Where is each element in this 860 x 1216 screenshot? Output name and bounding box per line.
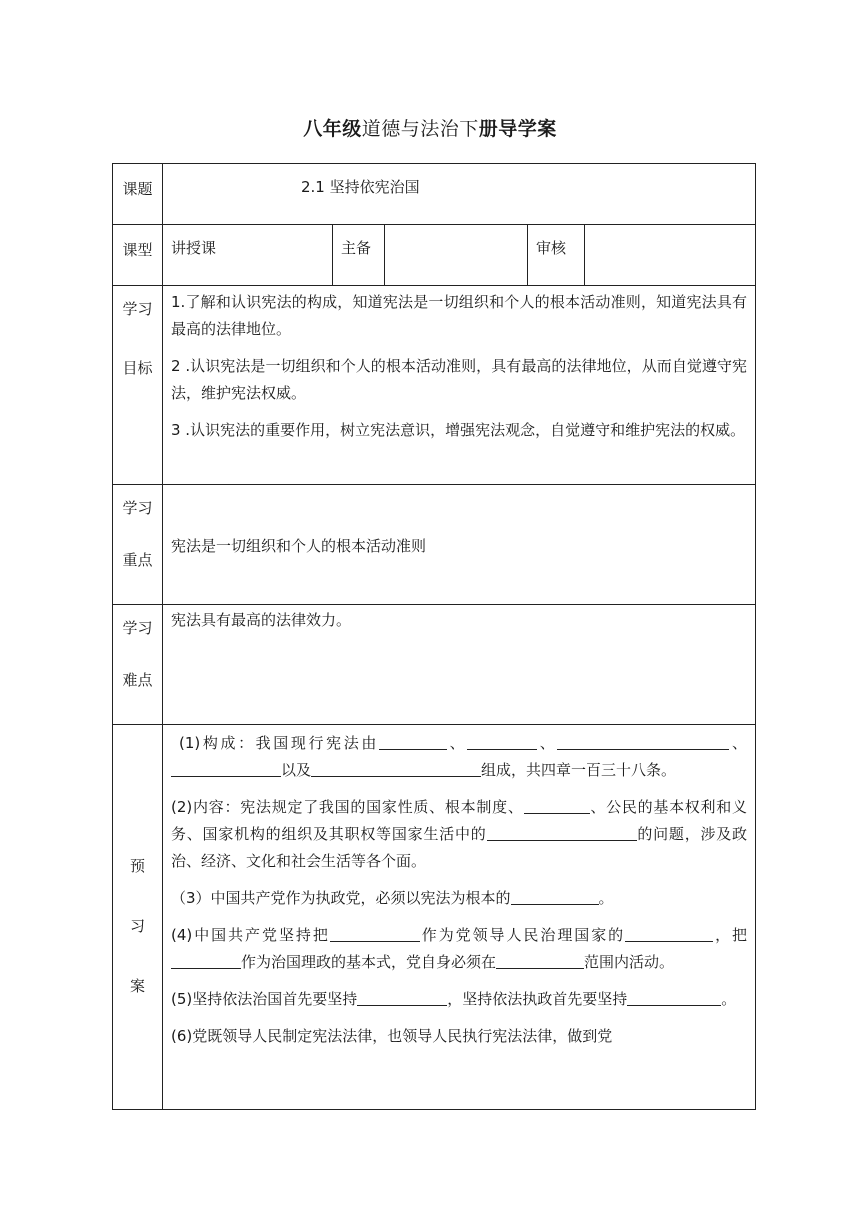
- objectives-label-cell: [113, 286, 163, 485]
- q2-text: 、公民的基本权利和义务、国家机构的组织及其职权等国家生活中的: [171, 798, 748, 843]
- difficulties-text: 宪法具有最高的法律效力。: [171, 611, 352, 629]
- q4-text: ，把: [713, 926, 748, 944]
- preview-question-5: [171, 986, 747, 1013]
- key-points-row: [113, 485, 756, 605]
- difficulties-label-cell: [113, 605, 163, 725]
- key-points-label-1: 学习: [122, 499, 153, 517]
- q1-text: (1)构成：我国现行宪法由: [179, 734, 379, 752]
- review-label: 审核: [536, 239, 567, 257]
- review-label-cell: [528, 225, 585, 286]
- objective-item: 3 .认识宪法的重要作用，树立宪法意识，增强宪法观念，自觉遵守和维护宪法的权威。: [171, 421, 746, 439]
- title-part-3: 册导学案: [478, 118, 557, 140]
- topic-value-cell: [163, 164, 756, 225]
- type-row: [113, 225, 756, 286]
- title-part-1: 八年级: [303, 118, 362, 140]
- fill-blank[interactable]: [557, 733, 729, 750]
- lead-label-cell: [333, 225, 385, 286]
- q1-text: 组成，共四章一百三十八条。: [481, 761, 677, 779]
- q1-sep: 、: [729, 734, 748, 752]
- fill-blank[interactable]: [357, 989, 447, 1006]
- fill-blank[interactable]: [627, 989, 721, 1006]
- review-value: [585, 225, 755, 237]
- preview-row: [113, 725, 756, 1110]
- lesson-plan-table: [112, 163, 756, 1110]
- fill-blank[interactable]: [171, 760, 281, 777]
- q5-text: 。: [721, 990, 737, 1008]
- type-value-cell: [163, 225, 333, 286]
- key-points-label-cell: [113, 485, 163, 605]
- preview-question-3: [171, 885, 747, 912]
- q4-text: (4)中国共产党坚持把: [171, 926, 330, 944]
- difficulties-content-cell: [163, 605, 756, 725]
- q4-text: 作为党领导人民治理国家的: [419, 926, 626, 944]
- q4-text: 作为治国理政的基本式，党自身必须在: [241, 953, 497, 971]
- q2-text: (2)内容：宪法规定了我国的国家性质、根本制度、: [171, 798, 524, 816]
- q5-text: (5)坚持依法治国首先要坚持: [171, 990, 358, 1008]
- objectives-label-2: 目标: [122, 359, 153, 377]
- page-title: [0, 114, 860, 141]
- preview-label-1: 预: [129, 857, 145, 875]
- topic-label-cell: [113, 164, 163, 225]
- q3-text: （3）中国共产党作为执政党，必须以宪法为根本的: [171, 889, 511, 907]
- topic-row: [113, 164, 756, 225]
- preview-label-2: 习: [129, 917, 145, 935]
- objective-item: 2 .认识宪法是一切组织和个人的根本活动准则，具有最高的法律地位，从而自觉遵守宪法，维护宪法权威。: [171, 357, 748, 402]
- type-label: 课型: [122, 241, 153, 259]
- preview-content-cell: [163, 725, 756, 1110]
- lead-label: 主备: [341, 239, 372, 257]
- difficulties-row: [113, 605, 756, 725]
- fill-blank[interactable]: [487, 824, 637, 841]
- topic-value: 2.1 坚持依宪治国: [301, 178, 420, 196]
- key-points-label-2: 重点: [122, 551, 153, 569]
- fill-blank[interactable]: [625, 925, 713, 942]
- objectives-label-1: 学习: [122, 300, 153, 318]
- q1-sep: 、: [537, 734, 558, 752]
- fill-blank[interactable]: [496, 952, 584, 969]
- objectives-content-cell: [163, 286, 756, 485]
- q6-text: (6)党既领导人民制定宪法法律，也领导人民执行宪法法律，做到党: [171, 1027, 613, 1045]
- objectives-row: [113, 286, 756, 485]
- fill-blank[interactable]: [311, 760, 481, 777]
- difficulties-label-1: 学习: [122, 619, 153, 637]
- q3-text: 。: [598, 889, 614, 907]
- objective-item: 1.了解和认识宪法的构成，知道宪法是一切组织和个人的根本活动准则，知道宪法具有最高的法律地位。: [171, 293, 748, 338]
- type-label-cell: [113, 225, 163, 286]
- title-part-2: 道德与法治下: [361, 118, 479, 140]
- preview-label-3: 案: [129, 977, 145, 995]
- q5-text: ，坚持依法执政首先要坚持: [447, 990, 628, 1008]
- preview-question-2: [171, 794, 747, 875]
- preview-question-6: [171, 1023, 747, 1050]
- topic-label: 课题: [122, 180, 153, 198]
- fill-blank[interactable]: [467, 733, 537, 750]
- lead-value: [385, 225, 527, 237]
- q4-text: 范围内活动。: [584, 953, 675, 971]
- fill-blank[interactable]: [511, 888, 599, 905]
- lead-value-cell: [385, 225, 528, 286]
- q1-sep: 以及: [281, 761, 312, 779]
- key-points-text: 宪法是一切组织和个人的根本活动准则: [171, 537, 427, 555]
- q1-sep: 、: [446, 734, 468, 752]
- fill-blank[interactable]: [379, 733, 447, 750]
- key-points-content-cell: [163, 485, 756, 605]
- fill-blank[interactable]: [171, 952, 241, 969]
- q2-text: 的问题，涉及政治、经济、文化和社会生活等各个面。: [171, 825, 748, 870]
- type-value: 讲授课: [171, 239, 217, 257]
- preview-question-4: [171, 922, 747, 976]
- review-value-cell: [585, 225, 756, 286]
- difficulties-label-2: 难点: [122, 671, 153, 689]
- fill-blank[interactable]: [524, 797, 590, 814]
- fill-blank[interactable]: [330, 925, 420, 942]
- preview-label-cell: [113, 725, 163, 1110]
- preview-question-1: [171, 730, 747, 784]
